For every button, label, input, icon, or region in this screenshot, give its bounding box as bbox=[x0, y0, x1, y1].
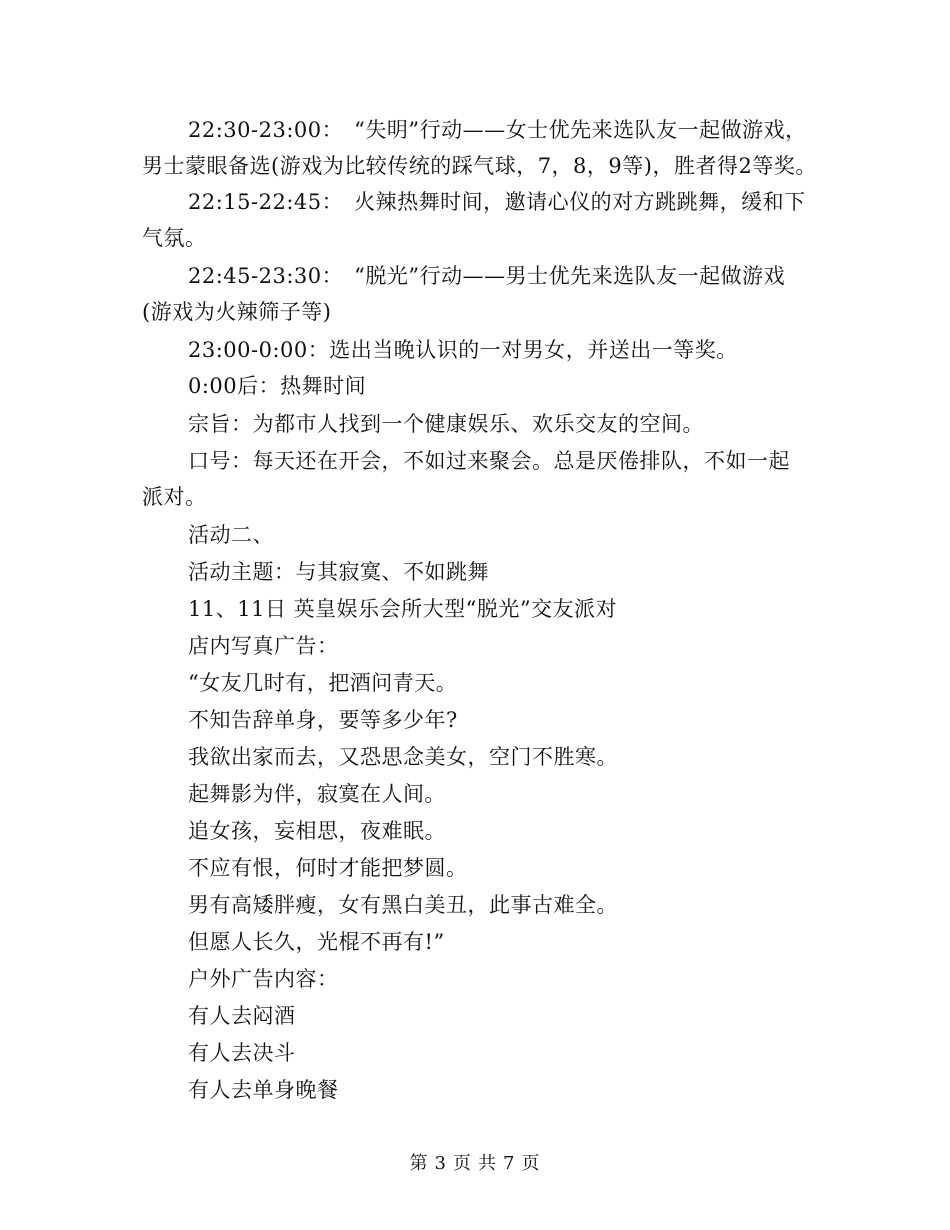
footer-suffix: 页 bbox=[521, 1153, 541, 1174]
footer-total-label: 共 bbox=[478, 1153, 497, 1174]
poem-line: “女友几时有，把酒问青天。 bbox=[188, 671, 458, 695]
text-line: 气氛。 bbox=[142, 226, 207, 250]
text-line: 11、11日 英皇娱乐会所大型“脱光”交友派对 bbox=[188, 597, 618, 621]
poem-line: 但愿人长久，光棍不再有!” bbox=[188, 930, 445, 954]
text-line: 宗旨：为都市人找到一个健康娱乐、欢乐交友的空间。 bbox=[188, 412, 704, 436]
poem-line: 追女孩，妄相思，夜难眠。 bbox=[188, 819, 446, 843]
text-line: 22:45-23:30： “脱光”行动——男士优先来选队友一起做游戏 bbox=[188, 264, 786, 288]
poem-line: 不应有恨，何时才能把梦圆。 bbox=[188, 856, 468, 880]
poem-line: 起舞影为伴，寂寞在人间。 bbox=[188, 782, 446, 806]
footer-prefix: 第 bbox=[409, 1153, 429, 1174]
text-line: 活动主题：与其寂寞、不如跳舞 bbox=[188, 560, 489, 584]
text-line: 有人去决斗 bbox=[188, 1041, 296, 1065]
text-line: 男士蒙眼备选(游戏为比较传统的踩气球，7，8，9等)，胜者得2等奖。 bbox=[142, 154, 817, 178]
text-line: 有人去单身晚餐 bbox=[188, 1078, 339, 1102]
text-line: 派对。 bbox=[142, 485, 207, 509]
poem-line: 不知告辞单身，要等多少年? bbox=[188, 708, 458, 732]
poem-line: 我欲出家而去，又恐思念美女，空门不胜寒。 bbox=[188, 745, 618, 769]
current-page-number: 3 bbox=[434, 1153, 447, 1174]
text-line: 口号：每天还在开会，不如过来聚会。总是厌倦排队，不如一起 bbox=[188, 449, 790, 473]
text-line: 23:00-0:00：选出当晚认识的一对男女，并送出一等奖。 bbox=[188, 338, 738, 362]
page-number-footer bbox=[0, 1152, 950, 1176]
text-line: 店内写真广告： bbox=[188, 634, 339, 658]
text-line: 22:15-22:45： 火辣热舞时间，邀请心仪的对方跳跳舞，缓和下 bbox=[188, 190, 806, 214]
section-heading: 活动二、 bbox=[188, 523, 274, 547]
poem-line: 男有高矮胖瘦，女有黑白美丑，此事古难全。 bbox=[188, 893, 618, 917]
total-page-number: 7 bbox=[503, 1153, 516, 1174]
text-line: (游戏为火辣筛子等) bbox=[142, 300, 332, 324]
text-line: 有人去闷酒 bbox=[188, 1004, 296, 1028]
text-line: 户外广告内容： bbox=[188, 967, 339, 991]
text-line: 0:00后：热舞时间 bbox=[188, 374, 367, 398]
footer-page-label: 页 bbox=[453, 1153, 472, 1174]
text-line: 22:30-23:00： “失明”行动——女士优先来选队友一起做游戏， bbox=[188, 118, 807, 142]
